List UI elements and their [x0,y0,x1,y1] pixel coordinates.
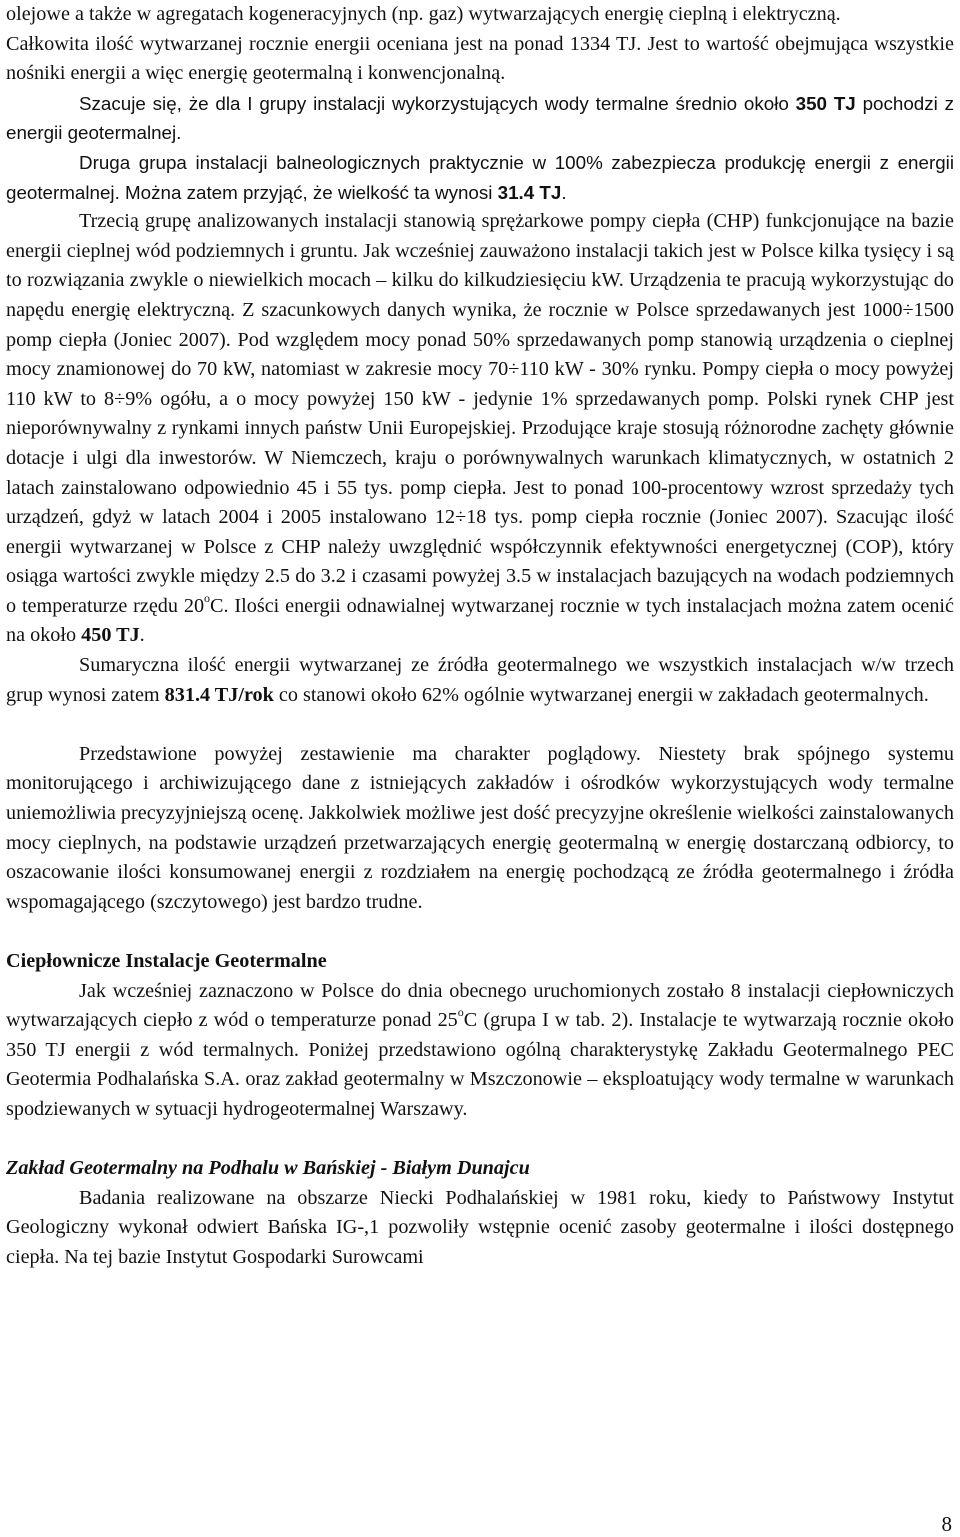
paragraph-group-three [6,207,954,651]
paragraph-total-energy: Całkowita ilość wytwarzanej rocznie energii oceniana jest na ponad 1334 TJ. Jest to wartość obejmująca wszystkie nośniki energii a więc energię geotermalną i konwencjonalną. [6,32,954,85]
group-three-body: Jak wcześniej zauważono instalacji takich jest w Polsce kilka tysięcy i są to rozwiązania zwykle o niewielkich mocach – kilku do kilkudziesięciu kW. Urządzenia te pracują wykorzystując do napędu energię elektryczną. Z szacunkowych danych wynika, że rocznie w Polsce sprzedawanych jest 1000÷1500 pomp ciepła (Joniec 2007). Pod względem mocy ponad 50% sprzedawanych pomp stanowią urządzenia o cieplnej mocy znamionowej do 70 kW, natomiast w zakresie mocy 70÷110 kW - 30% rynku. Pompy ciepła o mocy powyżej 110 kW to 8÷9% ogółu, a o mocy powyżej 150 kW - jedynie 1% sprzedawanych pomp. Polski rynek CHP jest nieporównywalny z rynkami innych państw Unii Europejskiej. Przodujące kraje stosują różnorodne zachęty głównie dotacje i ulgi dla inwestorów. W Niemczech, kraju o porównywalnych warunkach klimatycznych, w ostatnich 2 latach zainstalowano odpowiednio 45 i 55 tys. pomp ciepła. Jest to ponad 100-procentowy wzrost sprzedaży tych urządzeń, gdyż w latach 2004 i 2005 instalowano 12÷18 tys. pomp ciepła rocznie (Joniec 2007). Szacując ilość energii wytwarzanej w Polsce z CHP należy uwzględnić współczynnik efektywności energetycznej (COP), który osiąga wartości zwykle między 2.5 do 3.2 i czasami powyżej 3.5 w instalacjach bazujących na wodach podziemnych o temperaturze rzędu 20 [6,239,954,617]
group-three-intro: Trzecią grupę analizowanych instalacji stanowią sprężarkowe pompy ciepła (CHP) funkcjonujące na bazie energii cieplnej wód podziemnych i gruntu. [6,210,954,262]
degree-sup: o [204,591,211,606]
group-one-value: 350 TJ [795,92,856,114]
summary-text-end: co stanowi około 62% ogólnie wytwarzanej energii w zakładach geotermalnych. [273,683,929,706]
group-two-value: 31.4 TJ [497,181,562,203]
heating-text: Jak wcześniej zaznaczono w Polsce do dnia obecnego uruchomionych zostało 8 instalacji ciepłowniczych wytwarzających ciepło z wód o temperaturze ponad 25 [6,979,954,1032]
group-three-value: 450 TJ [81,624,140,647]
spacer [6,917,954,947]
page-number: 8 [941,1512,952,1536]
group-three-end: . [139,624,145,647]
paragraph-heating-installations [6,977,954,1125]
group-two-text-end: . [561,181,567,203]
spacer [6,1125,954,1155]
paragraph-podhale: Badania realizowane na obszarze Niecki Podhalańskiej w 1981 roku, kiedy to Państwowy Instytut Geologiczny wykonał odwiert Bańska IG-,1 pozwoliły wstępnie ocenić zasoby geotermalne i ilości dostępnego ciepła. Na tej bazie Instytut Gospodarki Surowcami [6,1186,954,1268]
paragraph-intro-continuation: olejowe a także w agregatach kogeneracyjnych (np. gaz) wytwarzających energię cieplną i elektryczną. [6,3,841,25]
summary-value: 831.4 TJ/rok [164,683,274,706]
group-one-text-end: pochodzi z energii geotermalnej. [6,92,954,144]
section-heading: Ciepłownicze Instalacje Geotermalne [6,950,327,972]
group-two-text: Druga grupa instalacji balneologicznych praktycznie w 100% zabezpiecza produkcję energii z energii geotermalnej. Można zatem przyjąć, że wielkość ta wynosi [6,151,954,203]
heating-text-end: C (grupa I w tab. 2). Instalacje te wytwarzają rocznie około 350 TJ energii z wód termalnych. Poniżej przedstawiono ogólną charakterystykę Zakładu Geotermalnego PEC Geotermia Podhalańska S.A. oraz zakład geotermalny w Mszczonowie – eksploatujący wody termalne w warunkach spodziewanych w sytuacji hydrogeotermalnej Warszawy. [6,1009,954,1120]
paragraph-summary [6,651,954,710]
paragraph-assessment: Przedstawione powyżej zestawienie ma charakter poglądowy. Niestety brak spójnego systemu monitorującego i archiwizującego dane z istniejących zakładów i ośrodków wykorzystujących wody termalne uniemożliwia precyzyjniejszą ocenę. Jakkolwiek możliwe jest dość precyzyjne określenie wielkości zainstalowanych mocy cieplnych, na podstawie urządzeń przetwarzających energię geotermalną w energię dostarczaną odbiorcy, to oszacowanie ilości konsumowanej energii z rozdziałem na energię pochodzącą ze źródła geotermalnego i źródła wspomagającego (szczytowego) jest bardzo trudne. [6,742,954,913]
summary-text: Sumaryczna ilość energii wytwarzanej ze źródła geotermalnego we wszystkich instalacjach w/w trzech grup wynosi zatem [6,654,954,706]
paragraph-group-one [6,89,954,148]
group-three-text: C. Ilości energii odnawialnej wytwarzanej rocznie w tych instalacjach można zatem ocenić na około [6,594,954,647]
spacer [6,710,954,740]
group-one-text: Szacuje się, że dla I grupy instalacji wykorzystujących wody termalne średnio około [79,92,796,114]
document-page [6,0,954,1273]
subsection-heading: Zakład Geotermalny na Podhalu w Bańskiej - Białym Dunajcu [6,1157,530,1180]
degree-sup: o [457,1005,464,1020]
paragraph-group-two [6,148,954,207]
